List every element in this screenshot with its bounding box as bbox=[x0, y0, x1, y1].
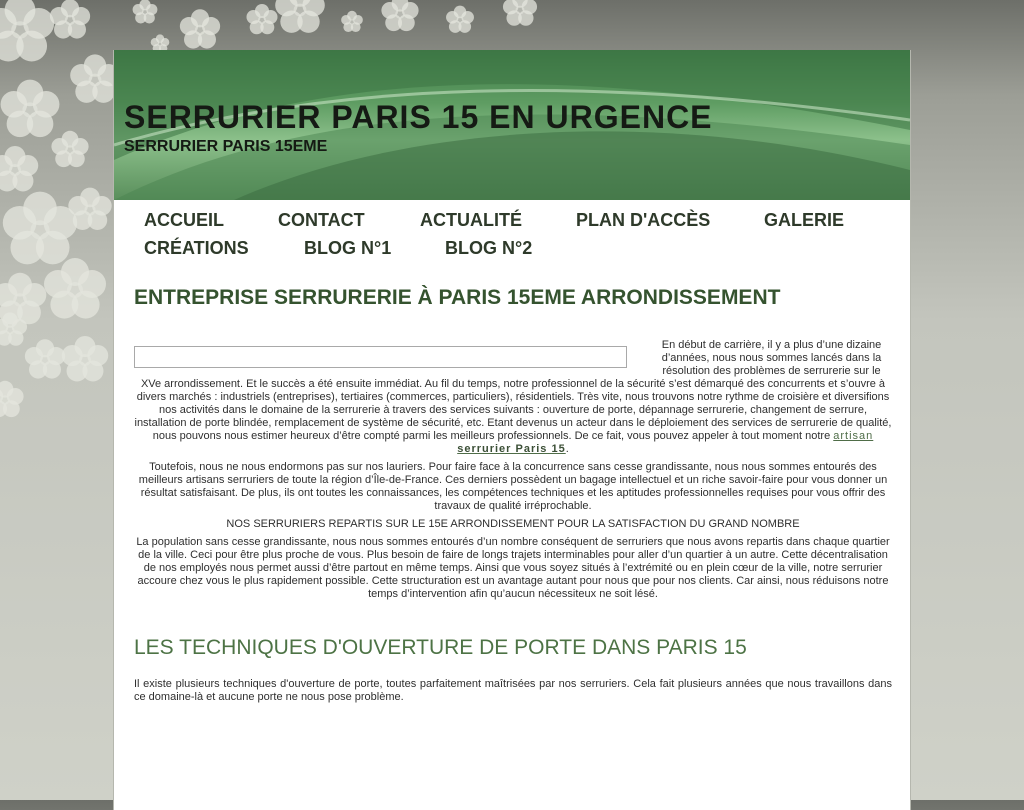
nav-item-accueil[interactable]: ACCUEIL bbox=[144, 210, 224, 230]
site-subtitle: SERRURIER PARIS 15EME bbox=[124, 138, 328, 155]
link-text-plain: artisan bbox=[833, 430, 874, 442]
nav-item-galerie[interactable]: GALERIE bbox=[764, 210, 845, 230]
site-title: SERRURIER PARIS 15 EN URGENCE bbox=[124, 99, 713, 135]
embedded-frame[interactable] bbox=[134, 346, 627, 368]
nav-item-contact[interactable]: CONTACT bbox=[278, 210, 365, 230]
link-text-bold: serrurier Paris 15 bbox=[457, 443, 566, 455]
intro-section bbox=[134, 339, 892, 606]
intro-text-end: . bbox=[565, 443, 569, 455]
paragraph-artisans: Toutefois, nous ne nous endormons pas sur nos lauriers. Pour faire face à la concurrence sans cesse grandissante, nous nous sommes entourés des meilleurs artisans serruriers de toute la région d’Île-de-France. Ces derniers possèdent un bagage intellectuel et un riche savoir-faire pour vous donner un résultat satisfaisant. De plus, ils ont toutes les connaissances, les compétences techniques et les aptitudes professionnelles requises pour vous offrir des travaux de qualité irréprochable. bbox=[138, 461, 888, 512]
paragraph-repartition: La population sans cesse grandissante, nous nous sommes entourés d’un nombre conséquent de serruriers que nous avons repartis dans chaque quartier de la ville. Ceci pour être plus proche de vous. Plus besoin de faire de longs trajets interminables pour aller d’un quartier à un autre. Cette décentralisation de nos employés nous permet aussi d’être partout en même temps. Ainsi que vous soyez situés à l’extrémité ou en plein cœur de la ville, notre serrurier accoure chez vous le plus rapidement possible. Cette structuration est un avantage autant pour nous que pour nos clients. Car ainsi, nous réduisons notre temps d’intervention afin qu’aucun nécessiteux ne soit lésé. bbox=[136, 536, 890, 600]
main-navigation bbox=[114, 200, 910, 268]
main-heading: ENTREPRISE SERRURERIE À PARIS 15EME ARRONDISSEMENT bbox=[134, 286, 781, 309]
section-subheading: NOS SERRURIERS REPARTIS SUR LE 15E ARRONDISSEMENT POUR LA SATISFACTION DU GRAND NOMBRE bbox=[226, 518, 800, 530]
nav-item-plan-acces[interactable]: PLAN D'ACCÈS bbox=[576, 210, 711, 230]
header-banner bbox=[114, 50, 910, 200]
nav-item-blog-2[interactable]: BLOG N°2 bbox=[445, 238, 533, 258]
nav-item-creations[interactable]: CRÉATIONS bbox=[144, 238, 249, 258]
intro-text: En début de carrière, il y a plus d’une dizaine d’années, nous nous sommes lancés dans la résolution des problèmes de serrurerie sur le XVe arrondissement. Et le succès a été ensuite immédiat. Au fil du temps, notre professionnel de la sécurité s’est démarqué des concurrents et s’ouvre à divers marchés : industriels (entreprises), tertiaires (commerces, particuliers), résidentiels. Très vite, nous trouvons notre rythme de croisière et diversifions nos activités dans le domaine de la serrurerie à travers des services suivants : ouverture de porte, dépannage serrurerie, changement de serrure, installation de porte blindée, remplacement de système de sécurité, etc. Etant devenus un acteur dans le déploiement des services de serrurerie de qualité, nous pouvons nous estimer heureux d’être compté parmi les meilleurs professionnels. De ce fait, vous pouvez appeler à tout moment notre bbox=[134, 339, 892, 442]
techniques-paragraph: Il existe plusieurs techniques d'ouverture de porte, toutes parfaitement maîtrisées par nos serruriers. Cela fait plusieurs années que nous travaillons dans ce domaine-là et aucune porte ne nous pose problème. bbox=[134, 678, 892, 703]
page-container bbox=[113, 50, 911, 810]
techniques-heading: LES TECHNIQUES D'OUVERTURE DE PORTE DANS PARIS 15 bbox=[134, 636, 747, 659]
nav-item-actualite[interactable]: ACTUALITÉ bbox=[420, 210, 522, 230]
nav-item-blog-1[interactable]: BLOG N°1 bbox=[304, 238, 392, 258]
